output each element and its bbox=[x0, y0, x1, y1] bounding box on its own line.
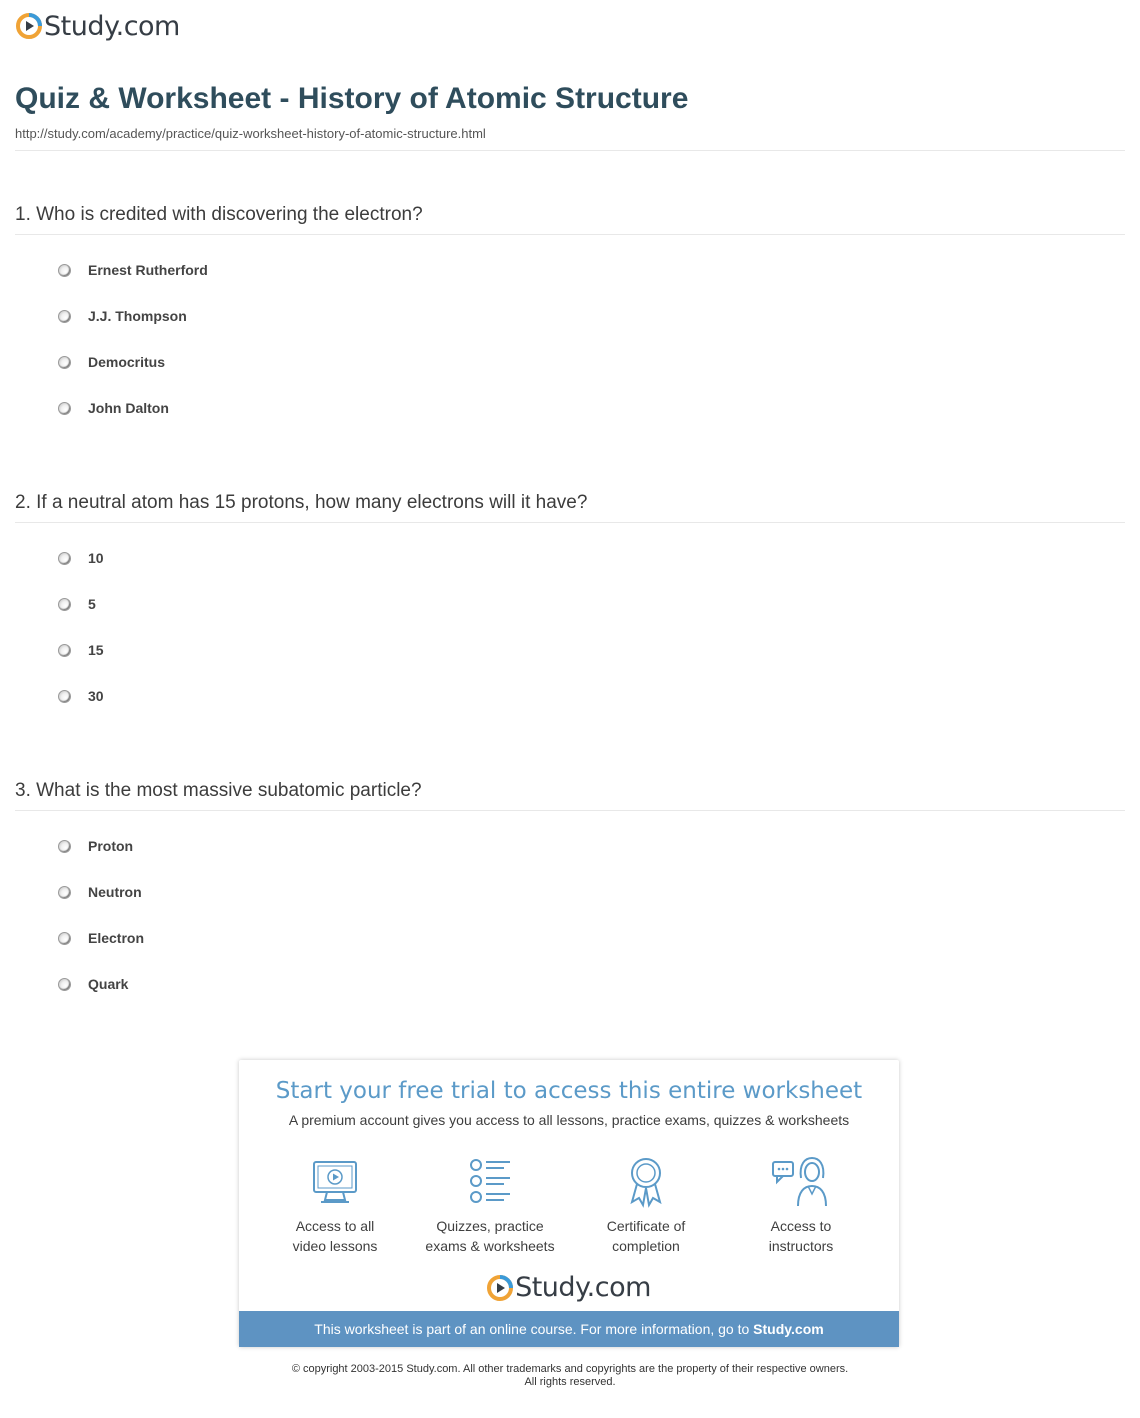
option-label: Proton bbox=[88, 838, 134, 854]
option-3-b[interactable] bbox=[58, 884, 142, 900]
option-label: Ernest Rutherford bbox=[88, 262, 208, 278]
question-divider bbox=[15, 522, 1125, 523]
option-label: 10 bbox=[88, 550, 104, 566]
radio-button[interactable] bbox=[58, 690, 71, 703]
option-label: J.J. Thompson bbox=[88, 308, 187, 324]
option-label: Electron bbox=[88, 930, 145, 946]
copyright-footer bbox=[0, 1363, 1140, 1389]
option-2-c[interactable] bbox=[58, 642, 104, 658]
option-1-c[interactable] bbox=[58, 354, 165, 370]
option-3-a[interactable] bbox=[58, 838, 133, 854]
option-1-d[interactable] bbox=[58, 400, 169, 416]
option-label: Neutron bbox=[88, 884, 142, 900]
radio-button[interactable] bbox=[58, 644, 71, 657]
option-label: 5 bbox=[88, 596, 96, 612]
feature-instructors bbox=[726, 1156, 876, 1256]
question-2: 2. If a neutral atom has 15 protons, how many electrons will it have? bbox=[15, 492, 588, 513]
option-2-a[interactable] bbox=[58, 550, 104, 566]
page-title: Quiz & Worksheet - History of Atomic Structure bbox=[15, 82, 689, 115]
promo-subtitle: A premium account gives you access to all lessons, practice exams, quizzes & worksheets bbox=[288, 1112, 850, 1128]
feature-label-line2: exams & worksheets bbox=[425, 1238, 555, 1254]
logo-text: Study.com bbox=[44, 10, 180, 42]
instructor-icon bbox=[771, 1156, 831, 1208]
question-divider bbox=[15, 810, 1125, 811]
option-label: 15 bbox=[88, 642, 104, 658]
feature-label-line1: Certificate of bbox=[606, 1218, 686, 1234]
radio-button[interactable] bbox=[58, 356, 71, 369]
radio-button[interactable] bbox=[58, 552, 71, 565]
option-label: Democritus bbox=[88, 354, 166, 370]
feature-certificate bbox=[571, 1156, 721, 1256]
feature-label-line1: Quizzes, practice bbox=[436, 1218, 544, 1234]
radio-button[interactable] bbox=[58, 932, 71, 945]
play-logo-icon bbox=[16, 13, 42, 39]
option-label: 30 bbox=[88, 688, 104, 704]
option-3-d[interactable] bbox=[58, 976, 128, 992]
option-2-b[interactable] bbox=[58, 596, 96, 612]
certificate-icon bbox=[620, 1156, 672, 1208]
feature-quizzes bbox=[415, 1156, 565, 1256]
radio-button[interactable] bbox=[58, 264, 71, 277]
radio-button[interactable] bbox=[58, 840, 71, 853]
copyright-line2: All rights reserved. bbox=[524, 1376, 616, 1388]
promo-bar-text: This worksheet is part of an online course. For more information, go to bbox=[314, 1321, 754, 1337]
option-2-d[interactable] bbox=[58, 688, 104, 704]
feature-label-line2: video lessons bbox=[292, 1238, 378, 1254]
question-1: 1. Who is credited with discovering the electron? bbox=[15, 204, 423, 225]
feature-video-lessons bbox=[260, 1156, 410, 1256]
promo-bar-link[interactable]: Study.com bbox=[753, 1321, 824, 1337]
radio-button[interactable] bbox=[58, 978, 71, 991]
video-lesson-icon bbox=[309, 1156, 361, 1208]
free-trial-promo bbox=[239, 1060, 899, 1347]
promo-info-bar bbox=[239, 1311, 899, 1347]
promo-logo-text: Study.com bbox=[515, 1272, 651, 1303]
feature-label-line1: Access to all bbox=[295, 1218, 375, 1234]
question-divider bbox=[15, 234, 1125, 235]
radio-button[interactable] bbox=[58, 886, 71, 899]
option-label: Quark bbox=[88, 976, 129, 992]
header-divider bbox=[15, 150, 1125, 151]
promo-study-logo[interactable] bbox=[239, 1272, 899, 1303]
feature-label-line2: completion bbox=[612, 1238, 680, 1254]
study-logo[interactable] bbox=[16, 8, 180, 44]
quiz-list-icon bbox=[464, 1156, 516, 1208]
radio-button[interactable] bbox=[58, 598, 71, 611]
question-3: 3. What is the most massive subatomic particle? bbox=[15, 780, 422, 801]
page-url[interactable]: http://study.com/academy/practice/quiz-worksheet-history-of-atomic-structure.html bbox=[15, 126, 486, 141]
option-label: John Dalton bbox=[88, 400, 169, 416]
option-1-b[interactable] bbox=[58, 308, 187, 324]
promo-title[interactable]: Start your free trial to access this entire worksheet bbox=[275, 1078, 863, 1104]
radio-button[interactable] bbox=[58, 402, 71, 415]
radio-button[interactable] bbox=[58, 310, 71, 323]
option-1-a[interactable] bbox=[58, 262, 208, 278]
copyright-line1: © copyright 2003-2015 Study.com. All other trademarks and copyrights are the property of their respective owners. bbox=[291, 1363, 849, 1375]
option-3-c[interactable] bbox=[58, 930, 144, 946]
play-logo-icon bbox=[487, 1275, 513, 1301]
feature-label-line2: instructors bbox=[768, 1238, 834, 1254]
feature-label-line1: Access to bbox=[770, 1218, 832, 1234]
